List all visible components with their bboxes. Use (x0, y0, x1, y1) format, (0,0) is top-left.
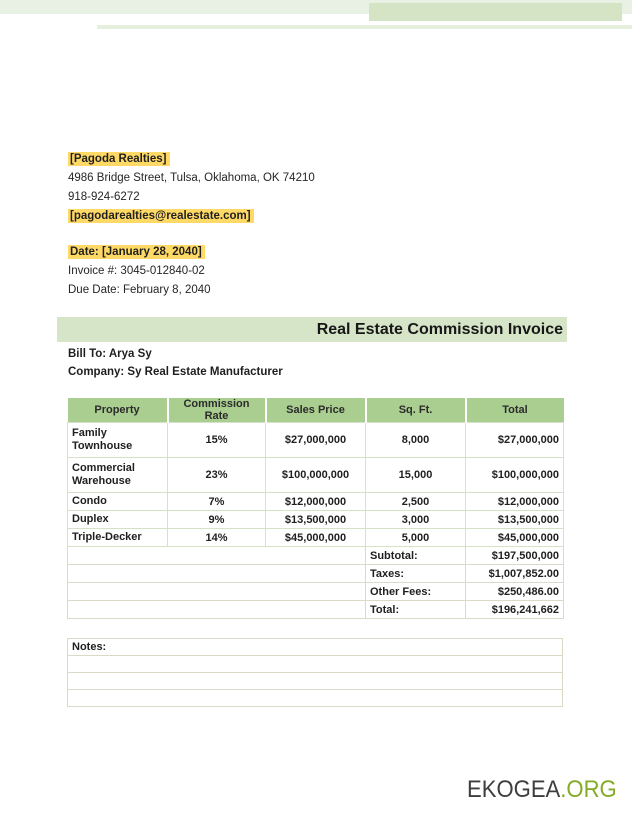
cell-property: Commercial Warehouse (68, 458, 168, 493)
cell-rate: 23% (168, 458, 266, 493)
summary-empty-cell (68, 565, 366, 583)
notes-empty-row (67, 690, 563, 707)
cell-rate: 9% (168, 511, 266, 529)
col-header-sqft: Sq. Ft. (366, 398, 466, 423)
notes-label: Notes: (67, 638, 563, 656)
cell-total: $45,000,000 (466, 529, 564, 547)
cell-rate: 7% (168, 493, 266, 511)
invoice-title-bar (57, 317, 567, 342)
bill-to-line: Bill To: Arya Sy (68, 348, 152, 360)
notes-empty-row (67, 656, 563, 673)
total-value: $196,241,662 (466, 601, 564, 619)
footer-brand-text: EKOGEA (467, 776, 561, 803)
bill-to-block (68, 345, 283, 381)
cell-price: $100,000,000 (266, 458, 366, 493)
top-accent-rectangle (369, 3, 622, 21)
subtotal-label: Subtotal: (366, 547, 466, 565)
summary-empty-cell (68, 547, 366, 565)
top-accent-line (97, 25, 632, 29)
table-header-row (68, 398, 564, 423)
footer-brand-suffix: .ORG (560, 776, 617, 803)
company-info-block (68, 150, 315, 226)
invoice-title: Real Estate Commission Invoice (316, 321, 563, 338)
cell-total: $12,000,000 (466, 493, 564, 511)
footer-logo (467, 776, 617, 804)
other-fees-label: Other Fees: (366, 583, 466, 601)
cell-rate: 15% (168, 423, 266, 458)
cell-sqft: 2,500 (366, 493, 466, 511)
company-phone: 918-924-6272 (68, 191, 140, 203)
total-label: Total: (366, 601, 466, 619)
cell-property: Duplex (68, 511, 168, 529)
cell-price: $27,000,000 (266, 423, 366, 458)
company-name-line (68, 150, 315, 169)
summary-row-total (68, 601, 564, 619)
cell-sqft: 3,000 (366, 511, 466, 529)
summary-empty-cell (68, 583, 366, 601)
col-header-sales-price: Sales Price (266, 398, 366, 423)
table-row (68, 458, 564, 493)
table-row (68, 423, 564, 458)
company-email-line (68, 207, 315, 226)
cell-total: $27,000,000 (466, 423, 564, 458)
col-header-property: Property (68, 398, 168, 423)
invoice-date: Date: [January 28, 2040] (68, 245, 205, 259)
cell-sqft: 8,000 (366, 423, 466, 458)
invoice-date-line (68, 243, 211, 262)
summary-empty-cell (68, 601, 366, 619)
cell-sqft: 5,000 (366, 529, 466, 547)
cell-property: Family Townhouse (68, 423, 168, 458)
taxes-label: Taxes: (366, 565, 466, 583)
company-name: [Pagoda Realties] (68, 152, 170, 166)
table-row (68, 529, 564, 547)
company-email: [pagodarealties@realestate.com] (68, 209, 254, 223)
other-fees-value: $250,486.00 (466, 583, 564, 601)
subtotal-value: $197,500,000 (466, 547, 564, 565)
cell-property: Triple-Decker (68, 529, 168, 547)
invoice-number: Invoice #: 3045-012840-02 (68, 265, 205, 277)
cell-property: Condo (68, 493, 168, 511)
cell-total: $100,000,000 (466, 458, 564, 493)
cell-rate: 14% (168, 529, 266, 547)
invoice-meta-block (68, 243, 211, 300)
table-row (68, 511, 564, 529)
invoice-due-date: Due Date: February 8, 2040 (68, 284, 211, 296)
notes-section (67, 638, 563, 707)
bill-company-line: Company: Sy Real Estate Manufacturer (68, 366, 283, 378)
taxes-value: $1,007,852.00 (466, 565, 564, 583)
company-address: 4986 Bridge Street, Tulsa, Oklahoma, OK 74210 (68, 172, 315, 184)
summary-row-taxes (68, 565, 564, 583)
cell-price: $13,500,000 (266, 511, 366, 529)
table-row (68, 493, 564, 511)
summary-row-subtotal (68, 547, 564, 565)
summary-row-other-fees (68, 583, 564, 601)
cell-price: $45,000,000 (266, 529, 366, 547)
cell-price: $12,000,000 (266, 493, 366, 511)
col-header-total: Total (466, 398, 564, 423)
col-header-commission-rate: Commission Rate (168, 398, 266, 423)
commission-table (67, 398, 564, 619)
notes-empty-row (67, 673, 563, 690)
cell-sqft: 15,000 (366, 458, 466, 493)
cell-total: $13,500,000 (466, 511, 564, 529)
